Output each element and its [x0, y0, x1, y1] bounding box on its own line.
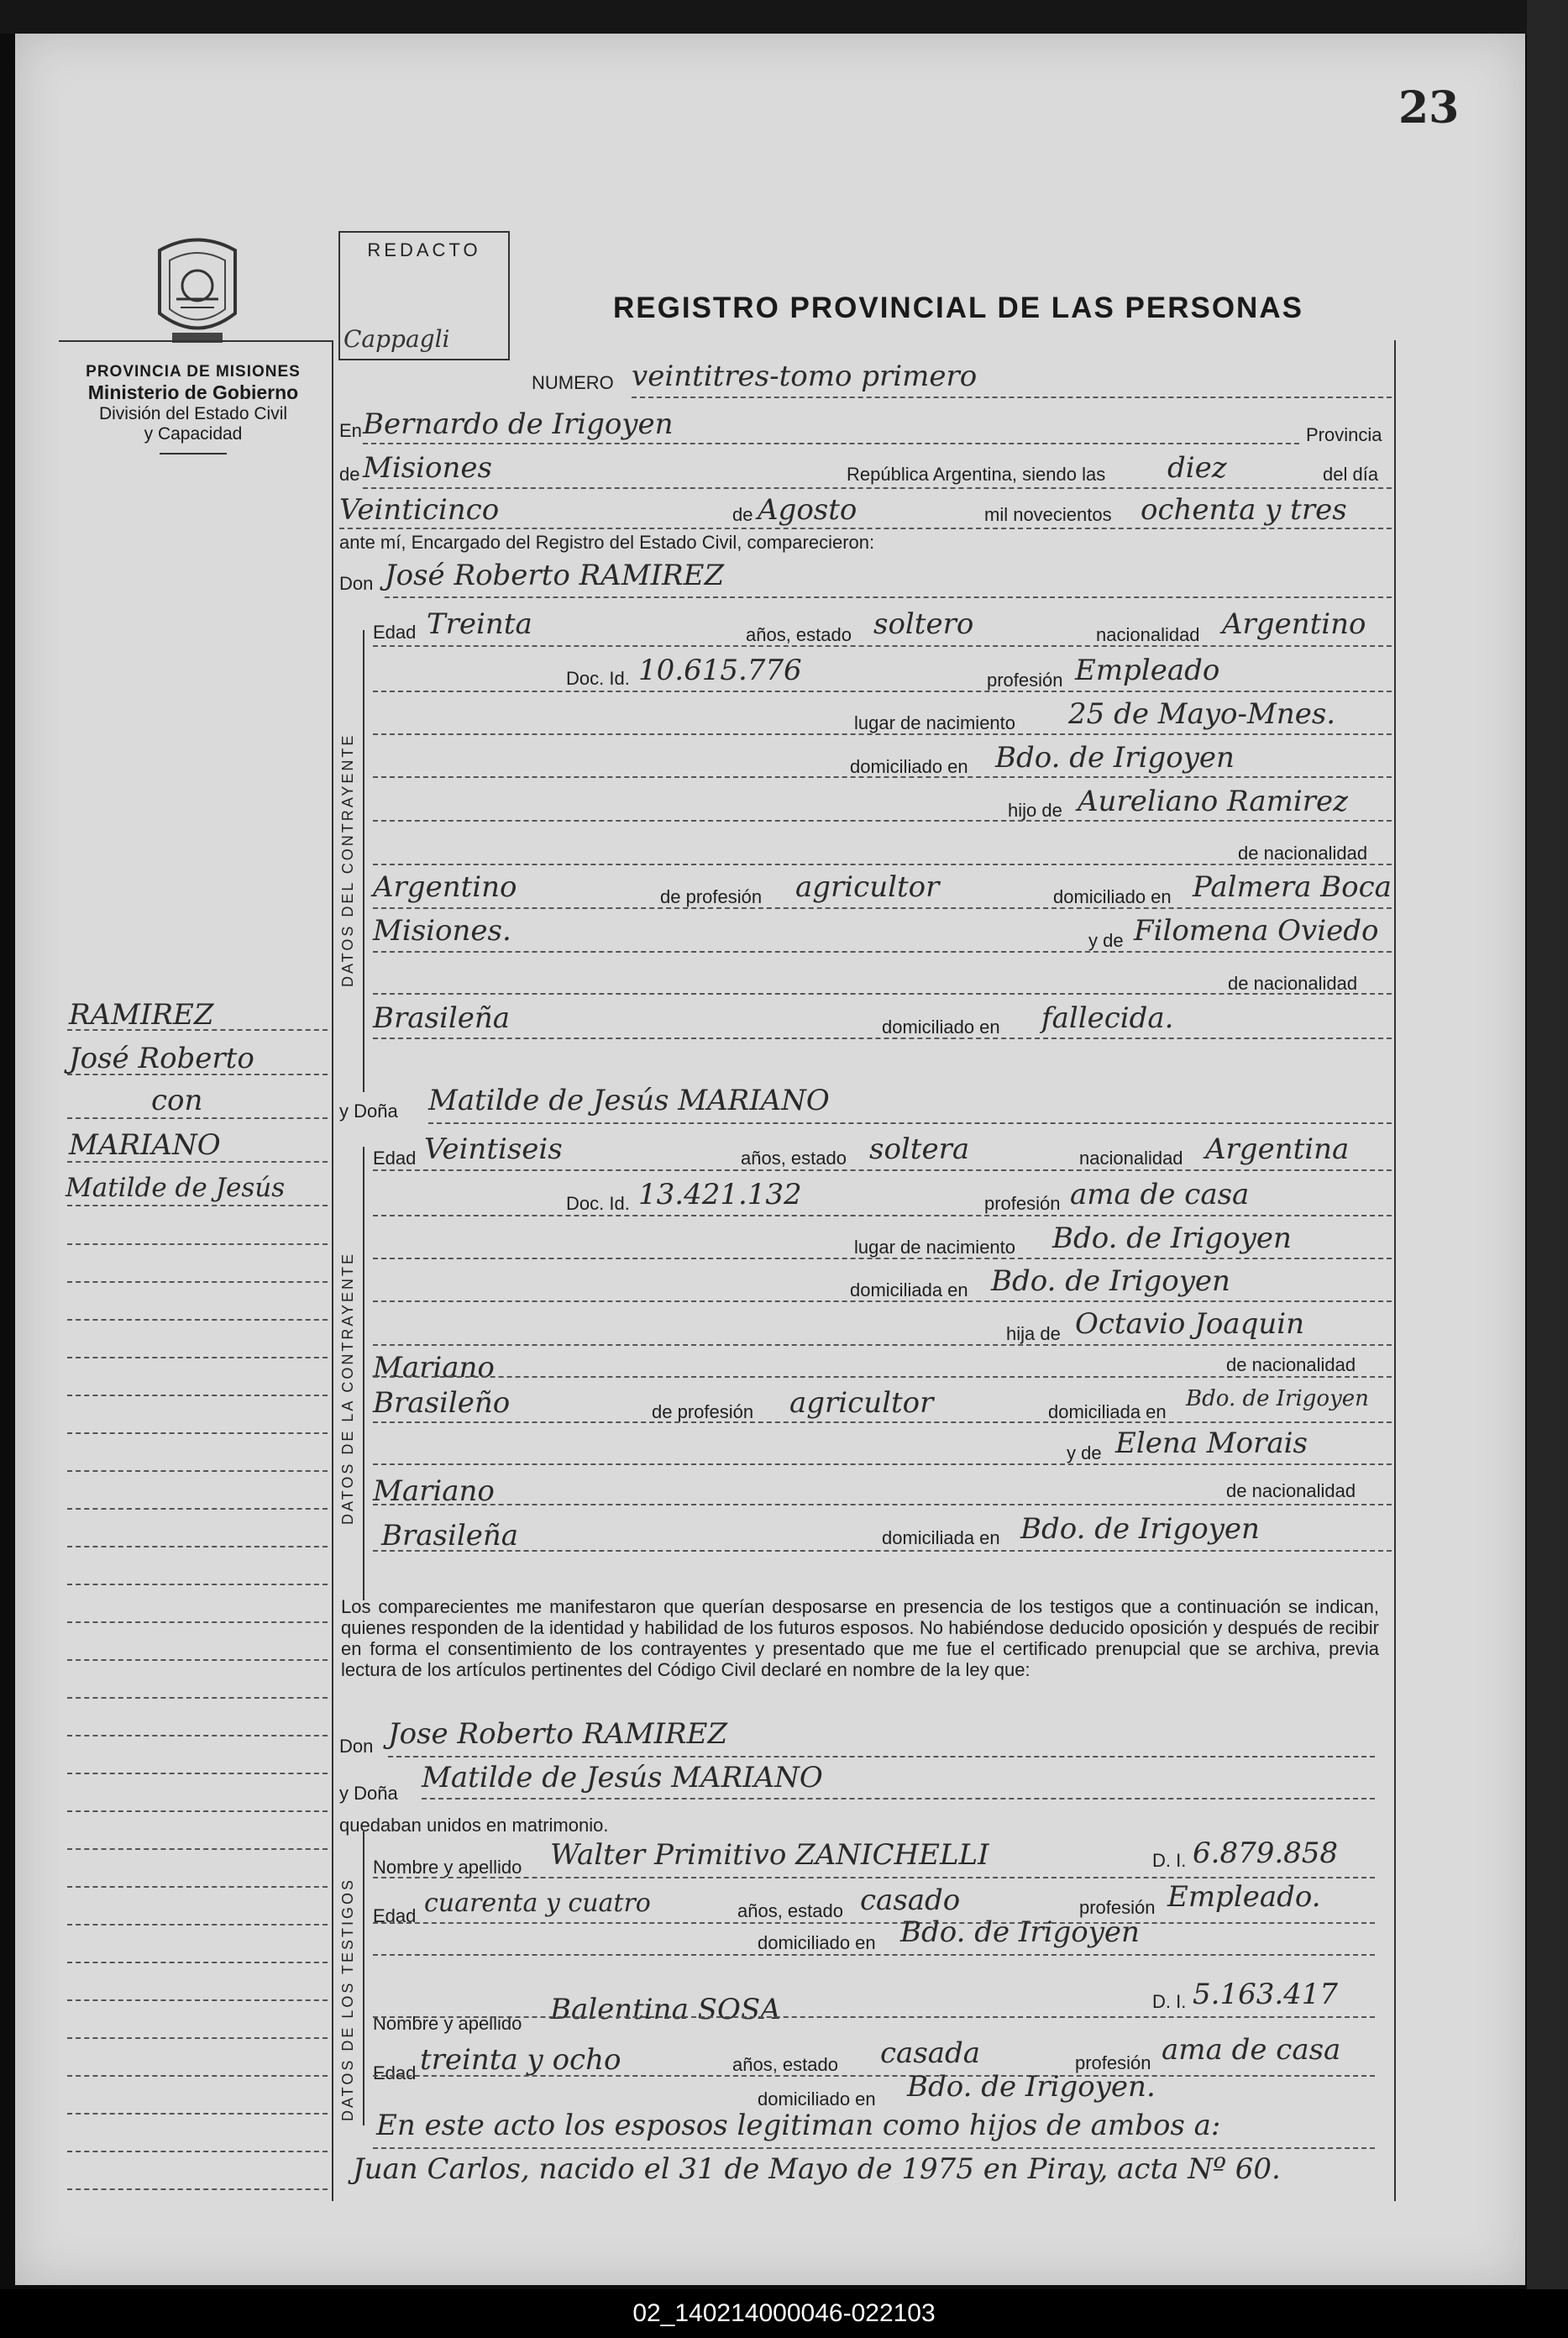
f-doc-value: 13.421.132: [638, 1178, 802, 1211]
y-de-label: y de: [1088, 930, 1124, 951]
don-label: Don: [339, 573, 374, 594]
margin-line: [67, 1161, 328, 1163]
t2-estado-value: casada: [880, 2036, 981, 2070]
scan-id-footer: 02_140214000046-022103: [0, 2289, 1568, 2338]
hora-value: diez: [1167, 451, 1227, 485]
margin-name-1: José Roberto: [69, 1042, 254, 1075]
dia-value: Veinticinco: [339, 493, 500, 527]
capacity-name: y Capacidad: [144, 424, 243, 444]
t1-anios-label: años, estado: [737, 1900, 843, 1921]
contrayente-name-line: [385, 596, 1392, 598]
t2-dom-value: Bdo. de Irigoyen.: [907, 2070, 1156, 2104]
t2-anios-label: años, estado: [732, 2054, 838, 2075]
padre-dom-value: Palmera Boca: [1193, 870, 1392, 904]
note-line-1: En este acto los esposos legitiman como hijos de ambos a:: [376, 2109, 1221, 2142]
contrayente-f-name-line: [428, 1122, 1392, 1124]
f-padre-dom-label: domiciliada en: [1048, 1401, 1167, 1422]
f-de-nacionalidad-label: de nacionalidad: [1226, 1354, 1356, 1375]
margin-line: [67, 1848, 328, 1850]
hijo-label: hijo de: [1008, 800, 1062, 821]
f-padre-dom-value: Bdo. de Irigoyen: [1186, 1386, 1369, 1411]
margin-line: [67, 1697, 328, 1699]
de-value: Misiones: [363, 451, 492, 485]
mil-label: mil novecientos: [984, 504, 1112, 525]
hija-label: hija de: [1006, 1323, 1061, 1344]
edad-label: Edad: [373, 622, 417, 643]
lugar-line: [373, 733, 1392, 735]
f-lugar-label: lugar de nacimiento: [854, 1237, 1016, 1258]
f-nac2-line: [373, 1504, 1392, 1505]
t1-estado-value: casado: [860, 1884, 961, 1917]
margin-line: [67, 1546, 328, 1547]
del-dia-label: del día: [1323, 464, 1379, 485]
t2-nombre-label: Nombre y apellido: [373, 2013, 522, 2034]
de-mes-label: de: [732, 504, 753, 525]
f-profesion-label: profesión: [984, 1193, 1061, 1214]
f-domicilio-line: [373, 1300, 1392, 1302]
page-number: 23: [1398, 82, 1460, 134]
profesion-value: Empleado: [1075, 654, 1220, 687]
f-madre-value: Elena Morais: [1115, 1426, 1308, 1460]
de-nacionalidad-label: de nacionalidad: [1238, 843, 1368, 864]
decl-dona-line: [422, 1798, 1375, 1799]
t2-nombre-value: Balentina SOSA: [550, 1993, 781, 2026]
f-madre-line: [373, 1463, 1392, 1465]
contrayente-f-section-label: DATOS DE LA CONTRAYENTE: [339, 1251, 356, 1525]
anio-value: ochenta y tres: [1141, 493, 1347, 527]
province-name: PROVINCIA DE MISIONES: [86, 363, 301, 381]
t1-nombre-value: Walter Primitivo ZANICHELLI: [550, 1838, 989, 1872]
numero-label: NUMERO: [532, 372, 614, 393]
f-nacionalidad-value: Argentina: [1205, 1132, 1350, 1166]
f-de-nacionalidad-label2: de nacionalidad: [1226, 1480, 1356, 1501]
profesion-label: profesión: [987, 670, 1063, 691]
t2-dom-label: domiciliado en: [758, 2088, 876, 2109]
madre-dom-value: fallecida.: [1041, 1001, 1174, 1035]
fecha-line: [339, 528, 1392, 529]
f-padre-value: Octavio Joaquin: [1075, 1307, 1305, 1341]
de-line: [363, 487, 1392, 489]
f-edad-value: Veintiseis: [424, 1132, 563, 1166]
decl-dona-name: Matilde de Jesús MARIANO: [422, 1761, 823, 1794]
margin-line: [67, 1470, 328, 1472]
f-domiciliada-label: domiciliada en: [850, 1279, 968, 1300]
nacionalidad-value: Argentino: [1222, 607, 1366, 641]
margin-line: [67, 2037, 328, 2039]
domicilio-value: Bdo. de Irigoyen: [995, 741, 1235, 775]
t1-di-value: 6.879.858: [1193, 1836, 1339, 1870]
f-madre-dom-value: Bdo. de Irigoyen: [1020, 1512, 1260, 1546]
book-binding: [1527, 0, 1568, 2310]
redacto-label: REDACTO: [367, 239, 481, 260]
de-profesion-label: de profesión: [660, 886, 763, 907]
note-line-1-rule: [373, 2147, 1375, 2149]
margin-line: [67, 1319, 328, 1321]
de-label: de: [339, 464, 360, 485]
hijo-line: [373, 820, 1392, 822]
f-padre2-value: Mariano: [373, 1351, 495, 1384]
numero-value: veintitres-tomo primero: [632, 360, 978, 393]
doc-line: [373, 691, 1392, 692]
decl-don-line: [388, 1756, 1375, 1757]
f-nac-line: [373, 1376, 1392, 1378]
margin-line: [67, 1432, 328, 1434]
f-padre-line: [373, 1421, 1392, 1423]
provincia-label: Provincia: [1306, 424, 1382, 445]
edad-line: [373, 645, 1392, 647]
quedaban-text: quedaban unidos en matrimonio.: [339, 1815, 609, 1836]
lugar-label: lugar de nacimiento: [854, 712, 1016, 733]
domicilio-line: [373, 776, 1392, 778]
margin-surname-1: RAMIREZ: [69, 998, 214, 1032]
f-domicilio-value: Bdo. de Irigoyen: [991, 1264, 1230, 1298]
redacto-name: Cappagli: [343, 325, 450, 353]
en-label: En: [339, 420, 362, 441]
margin-line: [67, 1962, 328, 1963]
madre-line: [373, 951, 1392, 953]
ante-text: ante mí, Encargado del Registro del Estado Civil, comparecieron:: [339, 532, 875, 553]
t2-di-value: 5.163.417: [1193, 1978, 1339, 2011]
nacionalidad-label: nacionalidad: [1096, 624, 1200, 645]
contrayente-bracket: [363, 630, 364, 1092]
margin-line: [67, 1508, 328, 1510]
padre-nac-value: Argentino: [373, 870, 517, 904]
margin-line: [67, 1281, 328, 1283]
t1-dom-line: [373, 1954, 1375, 1956]
t2-edad-line: [373, 2075, 1375, 2077]
t2-edad-label: Edad: [373, 2062, 417, 2083]
t1-edad-label: Edad: [373, 1905, 417, 1926]
margin-line: [67, 2075, 328, 2077]
padre-dom-label: domiciliado en: [1053, 886, 1172, 907]
note-line-2: Juan Carlos, nacido el 31 de Mayo de 1975 en Piray, acta Nº 60.: [353, 2152, 1281, 2186]
f-madre-dom-line: [373, 1550, 1392, 1552]
margin-divider: [332, 340, 333, 2201]
division-name: División del Estado Civil: [98, 404, 288, 423]
nac2-line: [373, 993, 1392, 995]
margin-line: [67, 1621, 328, 1623]
doc-value: 10.615.776: [638, 654, 802, 687]
contrayente-name: José Roberto RAMIREZ: [385, 559, 725, 592]
margin-surname-2: MARIANO: [69, 1128, 221, 1162]
madre-value: Filomena Oviedo: [1134, 914, 1379, 948]
testigos-bracket: [363, 1831, 364, 2125]
margin-con: con: [151, 1084, 203, 1117]
f-lugar-line: [373, 1258, 1392, 1259]
margin-line: [67, 2188, 328, 2190]
f-y-de-label: y de: [1067, 1442, 1102, 1463]
f-doc-line: [373, 1215, 1392, 1216]
margin-line: [67, 1584, 328, 1585]
f-madre2-value: Mariano: [373, 1474, 495, 1508]
margin-line: [67, 1886, 328, 1888]
margin-line: [67, 1810, 328, 1812]
declaration-paragraph: Los comparecientes me manifestaron que querían desposarse en presencia de los testigos que a continuación se indican, quienes responden de la identidad y habilidad de los futuros esposos. No habiéndose deducido oposición y después de recibir en forma el consentimiento de los contrayentes y presentado que me fue el certificado prenupcial que se archiva, previa lectura de los artículos pertinentes del Código Civil declaré en nombre de la ley que:: [341, 1596, 1379, 1680]
f-profesion-value: ama de casa: [1070, 1178, 1250, 1211]
header-rule: [59, 340, 332, 342]
t2-nombre-line: [373, 2016, 1375, 2018]
f-hija-line: [373, 1344, 1392, 1346]
numero-line: [632, 397, 1392, 398]
f-edad-line: [373, 1169, 1392, 1171]
registry-title: REGISTRO PROVINCIAL DE LAS PERSONAS: [613, 292, 1303, 324]
f-anios-label: años, estado: [741, 1148, 847, 1169]
madre-dom-line: [373, 1038, 1392, 1039]
padre-line: [373, 907, 1392, 909]
f-madre-dom-label: domiciliada en: [882, 1527, 1000, 1548]
t1-nombre-label: Nombre y apellido: [373, 1857, 522, 1878]
t1-dom-value: Bdo. de Irigoyen: [900, 1915, 1140, 1949]
padre-value: Aureliano Ramirez: [1078, 785, 1349, 818]
f-madre-nac-value: Brasileña: [381, 1519, 518, 1553]
margin-line: [67, 1029, 328, 1031]
en-line: [363, 443, 1299, 444]
margin-line: [67, 1773, 328, 1774]
margin-line: [67, 1074, 328, 1075]
f-lugar-value: Bdo. de Irigoyen: [1052, 1222, 1292, 1255]
margin-line: [67, 1395, 328, 1396]
contrayente-f-bracket: [363, 1147, 364, 1600]
padre-prof-value: agricultor: [795, 870, 940, 904]
estado-value: soltero: [873, 607, 974, 641]
edad-value: Treinta: [427, 607, 532, 641]
margin-line: [67, 1117, 328, 1119]
t2-profesion-label: profesión: [1075, 2052, 1151, 2073]
margin-line: [67, 1999, 328, 2001]
t2-di-label: D. I.: [1152, 1991, 1187, 2012]
provincial-seal-icon: [143, 234, 252, 351]
en-value: Bernardo de Irigoyen: [363, 407, 674, 441]
de-nacionalidad-label2: de nacionalidad: [1228, 973, 1358, 994]
ministry-name: Ministerio de Gobierno: [87, 381, 299, 403]
redacto-box: [338, 231, 510, 360]
margin-line: [67, 1924, 328, 1926]
decl-don-name: Jose Roberto RAMIREZ: [388, 1717, 728, 1751]
padre-dom2-value: Misiones.: [373, 914, 511, 948]
margin-line: [67, 1735, 328, 1736]
margin-line: [67, 1243, 328, 1245]
ministry-separator: [160, 453, 227, 454]
madre-nac-value: Brasileña: [373, 1001, 510, 1035]
margin-line: [67, 1205, 328, 1206]
republica-label: República Argentina, siendo las: [847, 464, 1106, 485]
anios-label: años, estado: [746, 624, 852, 645]
f-de-profesion-label: de profesión: [652, 1401, 754, 1422]
f-nacionalidad-label: nacionalidad: [1079, 1148, 1183, 1169]
domiciliado-label: domiciliado en: [850, 756, 968, 777]
margin-line: [67, 2151, 328, 2152]
t2-profesion-value: ama de casa: [1162, 2033, 1341, 2067]
f-doc-label: Doc. Id.: [566, 1193, 630, 1214]
f-edad-label: Edad: [373, 1148, 417, 1169]
mes-value: Agosto: [758, 493, 857, 527]
t1-dom-label: domiciliado en: [758, 1932, 876, 1953]
contrayente-section-label: DATOS DEL CONTRAYENTE: [339, 733, 356, 987]
t1-nombre-line: [373, 1877, 1375, 1878]
testigos-section-label: DATOS DE LOS TESTIGOS: [339, 1877, 356, 2121]
lugar-value: 25 de Mayo-Mnes.: [1068, 697, 1336, 731]
t1-profesion-label: profesión: [1079, 1897, 1156, 1918]
margin-line: [67, 2113, 328, 2115]
nac-line: [373, 864, 1392, 865]
doc-label: Doc. Id.: [566, 668, 630, 689]
t1-edad-value: cuarenta y cuatro: [424, 1889, 651, 1918]
right-border: [1394, 340, 1396, 2201]
t2-edad-value: treinta y ocho: [420, 2043, 621, 2077]
decl-dona-label: y Doña: [339, 1783, 398, 1804]
t1-edad-line: [373, 1922, 1375, 1924]
f-estado-value: soltera: [869, 1132, 970, 1166]
margin-line: [67, 1357, 328, 1358]
ministry-block: [59, 363, 328, 454]
f-padre-prof-value: agricultor: [789, 1386, 934, 1420]
margin-line: [67, 1659, 328, 1661]
margin-name-2: Matilde de Jesús: [66, 1173, 286, 1203]
madre-dom-label: domiciliado en: [882, 1017, 1000, 1038]
t1-di-label: D. I.: [1152, 1850, 1187, 1871]
scan-top-edge: [0, 0, 1568, 34]
f-padre-nac-value: Brasileño: [373, 1386, 511, 1420]
t1-profesion-value: Empleado.: [1167, 1880, 1321, 1914]
contrayente-f-name: Matilde de Jesús MARIANO: [428, 1084, 830, 1117]
dona-label: y Doña: [339, 1101, 398, 1122]
decl-don-label: Don: [339, 1736, 374, 1757]
